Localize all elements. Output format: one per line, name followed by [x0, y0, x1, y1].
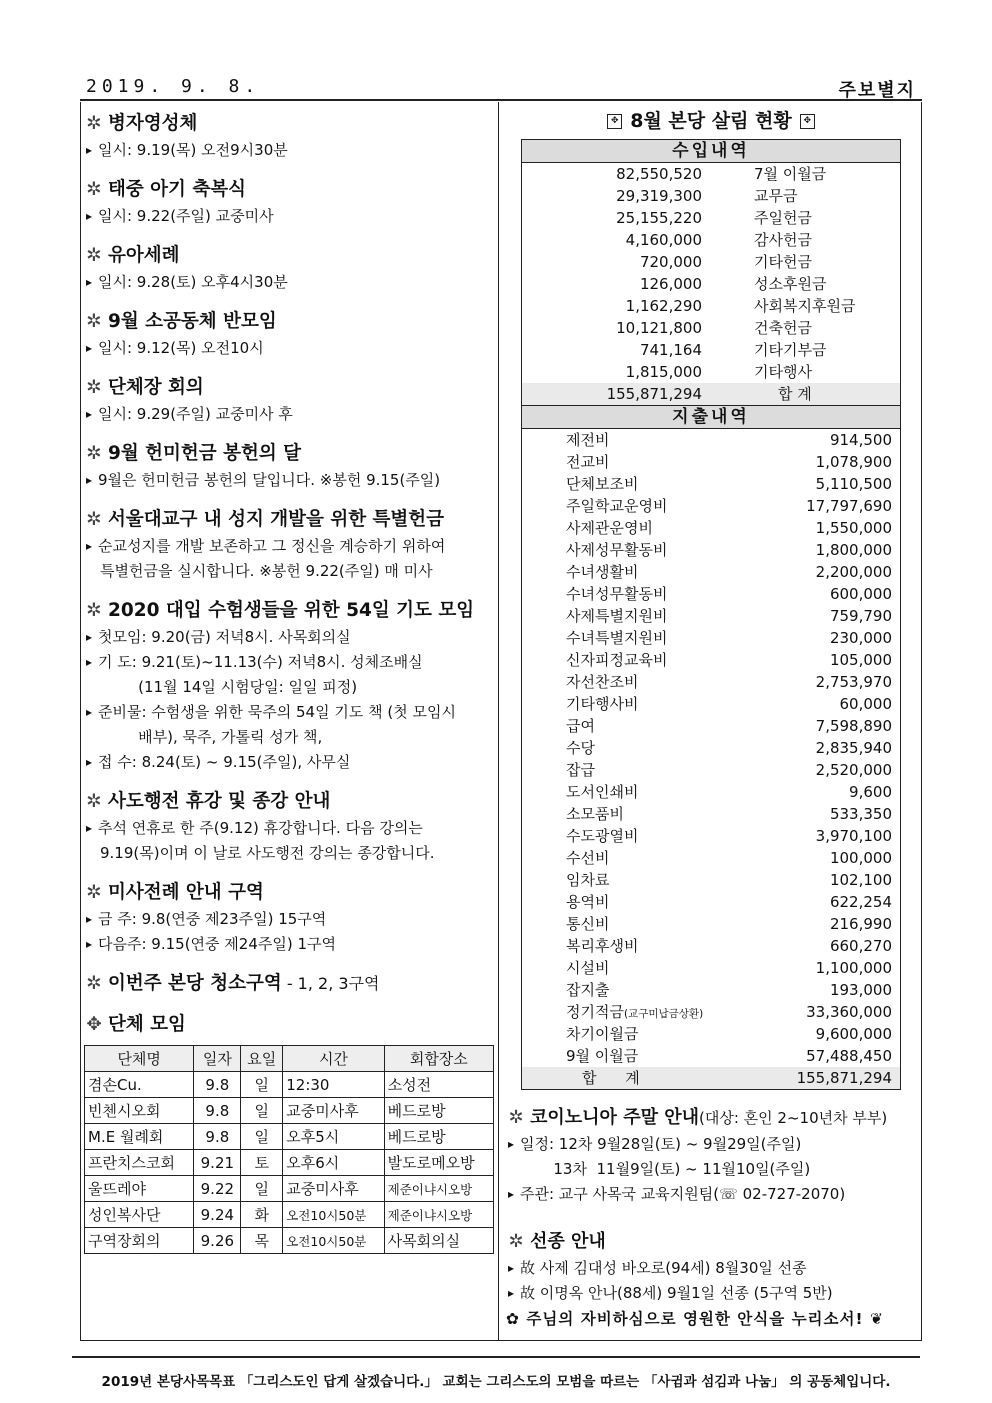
table-cell: 12:30: [283, 1072, 384, 1098]
info-line: ▸ 9월은 헌미헌금 봉헌의 달입니다. ※봉헌 9.15(주일): [84, 468, 492, 493]
income-label: 건축헌금: [754, 319, 812, 337]
expense-label-text: 임차료: [566, 871, 610, 889]
info-line: ▸ 순교성지를 개발 보존하고 그 정신을 계승하기 위하여: [84, 534, 492, 559]
expense-amount: 533,350: [829, 805, 892, 823]
star-icon: ✲: [86, 311, 102, 332]
expense-label-text: 수당: [566, 739, 595, 757]
section-title-text: 단체장 회의: [108, 377, 204, 398]
table-row: [85, 1072, 494, 1098]
info-line: ▸ 다음주: 9.15(연중 제24주일) 1구역: [84, 932, 492, 957]
expense-amount: 1,550,000: [815, 519, 892, 537]
announcement-section: [84, 506, 492, 584]
section-title: ✲ 이번주 본당 청소구역 - 1, 2, 3구역: [84, 970, 492, 998]
expense-label: [566, 561, 638, 583]
finance-ledger: [521, 139, 901, 1090]
expense-label-text: 사제성무활동비: [566, 541, 668, 559]
marriage-line: 13차 11월9일(토) ~ 11월10일(주일): [520, 1160, 811, 1178]
announcement-section: [84, 242, 492, 295]
table-cell: 9.8: [194, 1098, 241, 1124]
expense-amount: 660,270: [829, 937, 892, 955]
expense-amount: 9,600,000: [815, 1025, 892, 1043]
footer-motto: 2019년 본당사목목표 「그리스도인 답게 살겠습니다.」 교회는 그리스도의 모범을 따르는 「사귐과 섬김과 나눔」 의 공동체입니다.: [101, 1374, 891, 1390]
expense-label: [566, 957, 609, 979]
expense-amount: 2,753,970: [815, 673, 892, 691]
expense-amount: 1,078,900: [815, 453, 892, 471]
expense-label-text: 9월 이월금: [566, 1047, 639, 1065]
prayer-line: ✿ 주님의 자비하심으로 영원한 안식을 누리소서! ❦: [506, 1310, 884, 1328]
expense-label: [566, 693, 638, 715]
expense-row: [522, 781, 900, 803]
income-header: 수입내역: [522, 140, 900, 163]
funeral-line: ▸ 故 이명옥 안나(88세) 9월1일 선종 (5구역 5반): [506, 1281, 916, 1306]
expense-label-text: 용역비: [566, 893, 610, 911]
star-icon: ✲: [86, 882, 102, 903]
income-amount: 82,550,520: [616, 165, 702, 183]
expense-label-text: 자선찬조비: [566, 673, 639, 691]
expense-row: [522, 517, 900, 539]
expense-row: [522, 979, 900, 1001]
income-amount: 720,000: [639, 253, 702, 271]
info-line: ▸ 기 도: 9.21(토)~11.13(수) 저녁8시. 성체조배실: [84, 650, 492, 675]
income-label: 기타행사: [754, 363, 812, 381]
expense-row: [522, 825, 900, 847]
income-row: [522, 229, 900, 251]
expense-label: [566, 825, 638, 847]
expense-header: 지출내역: [522, 406, 900, 429]
groups-table: [84, 1045, 494, 1254]
expense-row: [522, 803, 900, 825]
expense-label-text: 잡지출: [566, 981, 610, 999]
expense-label-text: 기타행사비: [566, 695, 639, 713]
table-cell: 9.22: [194, 1176, 241, 1202]
star-icon: ✲: [86, 600, 102, 621]
income-label: 성소후원금: [754, 275, 827, 293]
star-icon: ✲: [508, 1231, 524, 1252]
expense-label: [566, 1023, 638, 1045]
expense-amount: 7,598,890: [815, 717, 892, 735]
section-title-text: 서울대교구 내 성지 개발을 위한 특별헌금: [108, 509, 445, 530]
expense-label: [566, 605, 667, 627]
expense-label-text: 주일학교운영비: [566, 497, 668, 515]
expense-amount: 100,000: [829, 849, 892, 867]
expense-label: [566, 1045, 638, 1067]
income-list: [522, 163, 900, 383]
groups-section: [84, 1011, 492, 1254]
expense-row: [522, 451, 900, 473]
section-title: [84, 879, 492, 907]
expense-label: [566, 671, 638, 693]
marriage-line: ▸ 일정: 12차 9월28일(토) ~ 9월29일(주일): [506, 1132, 916, 1157]
expense-amount: 3,970,100: [815, 827, 892, 845]
expense-amount: 102,100: [829, 871, 892, 889]
table-cell: 일: [241, 1176, 283, 1202]
expense-label-text: 수선비: [566, 849, 610, 867]
expense-row: [522, 759, 900, 781]
info-line: ▸ 준비물: 수험생을 위한 묵주의 54일 기도 책 (첫 모임시: [84, 700, 492, 725]
expense-label: [566, 803, 624, 825]
table-cell: 오후6시: [283, 1150, 384, 1176]
table-cell: 오전10시50분: [283, 1202, 384, 1228]
header-label: 주보별지: [838, 80, 916, 101]
section-title-text: 병자영성체: [108, 113, 198, 134]
expense-label: [566, 583, 667, 605]
info-line-cont: 특별헌금을 실시합니다. ※봉헌 9.22(주일) 매 미사: [100, 562, 433, 580]
left-column: [84, 110, 492, 1254]
column-header: 시간: [283, 1046, 384, 1072]
expense-amount: 60,000: [839, 695, 892, 713]
table-cell: 오후5시: [283, 1124, 384, 1150]
expense-label: [566, 847, 609, 869]
announcement-section: [84, 176, 492, 229]
expense-amount: 759,790: [829, 607, 892, 625]
expense-amount: 2,835,940: [815, 739, 892, 757]
expense-label: [566, 627, 667, 649]
expense-total: 합 계 155,871,294: [522, 1067, 900, 1089]
column-header: 요일: [241, 1046, 283, 1072]
expense-label: [566, 539, 667, 561]
star-icon: ✲: [508, 1107, 524, 1128]
expense-label: [566, 1001, 703, 1023]
info-line: ▸ 접 수: 8.24(토) ~ 9.15(주일), 사무실: [84, 750, 492, 775]
expense-label: [566, 737, 595, 759]
expense-label-text: 단체보조비: [566, 475, 639, 493]
expense-label-text: 시설비: [566, 959, 610, 977]
section-title: [84, 440, 492, 468]
lily-icon: ✿: [506, 1310, 520, 1328]
expense-amount: 33,360,000: [806, 1003, 892, 1021]
income-amount: 1,815,000: [625, 363, 702, 381]
expense-amount: 9,600: [849, 783, 892, 801]
expense-label: [566, 473, 638, 495]
table-cell: M.E 월례회: [85, 1124, 194, 1150]
income-total: 155,871,294 합 계: [522, 383, 900, 406]
info-line: ▸ 일시: 9.29(주일) 교중미사 후: [84, 402, 492, 427]
expense-row: [522, 869, 900, 891]
funeral-line: ▸ 故 사제 김대성 바오로(94세) 8월30일 선종: [506, 1256, 916, 1281]
expense-row: [522, 1045, 900, 1067]
expense-row: [522, 913, 900, 935]
table-row: [85, 1202, 494, 1228]
expense-label: [566, 891, 609, 913]
expense-row: [522, 891, 900, 913]
expense-label-text: 급여: [566, 717, 595, 735]
info-line: ▸ 일시: 9.12(목) 오전10시: [84, 336, 492, 361]
section-title: [84, 597, 492, 625]
expense-amount: 1,100,000: [815, 959, 892, 977]
funeral-section: [506, 1228, 916, 1333]
expense-row: [522, 561, 900, 583]
star-icon: ✲: [86, 245, 102, 266]
column-header: 일자: [194, 1046, 241, 1072]
table-cell: 프란치스코회: [85, 1150, 194, 1176]
expense-row: [522, 1001, 900, 1023]
table-cell: 울뜨레야: [85, 1176, 194, 1202]
expense-label: [566, 429, 609, 451]
expense-row: [522, 737, 900, 759]
table-cell: 구역장회의: [85, 1228, 194, 1254]
announcement-section: [84, 788, 492, 866]
section-title: [84, 242, 492, 270]
info-line: ▸ 일시: 9.19(목) 오전9시30분: [84, 138, 492, 163]
section-title: [84, 308, 492, 336]
table-cell: 제준이냐시오방: [384, 1202, 493, 1228]
expense-label: [566, 935, 638, 957]
expense-amount: 2,200,000: [815, 563, 892, 581]
table-cell: 9.8: [194, 1072, 241, 1098]
expense-amount: 622,254: [829, 893, 892, 911]
star-icon: ✲: [86, 377, 102, 398]
expense-row: [522, 627, 900, 649]
table-cell: 9.8: [194, 1124, 241, 1150]
header-rule: [80, 99, 922, 101]
expense-amount: 1,800,000: [815, 541, 892, 559]
expense-label-text: 사제관운영비: [566, 519, 653, 537]
expense-row: [522, 473, 900, 495]
table-row: [85, 1176, 494, 1202]
section-title: [84, 374, 492, 402]
table-row: [85, 1124, 494, 1150]
section-title-text: 2020 대입 수험생들을 위한 54일 기도 모임: [108, 600, 475, 621]
announcement-section: [84, 374, 492, 427]
expense-label-text: 차기이월금: [566, 1025, 639, 1043]
section-title-text: 9월 소공동체 반모임: [108, 311, 277, 332]
expense-amount: 105,000: [829, 651, 892, 669]
announcement-list: [84, 110, 492, 957]
table-row: [85, 1098, 494, 1124]
info-line: ▸ 금 주: 9.8(연중 제23주일) 15구역: [84, 907, 492, 932]
expense-label-text: 제전비: [566, 431, 610, 449]
section-title: ✥ 단체 모임: [84, 1011, 492, 1039]
table-cell: 소성전: [384, 1072, 493, 1098]
expense-label-text: 소모품비: [566, 805, 624, 823]
expense-amount: 193,000: [829, 981, 892, 999]
section-title: [84, 788, 492, 816]
income-row: [522, 185, 900, 207]
expense-row: [522, 671, 900, 693]
income-row: [522, 339, 900, 361]
income-row: [522, 361, 900, 383]
expense-row: [522, 847, 900, 869]
expense-row: [522, 715, 900, 737]
info-line: ▸ 일시: 9.28(토) 오후4시30분: [84, 270, 492, 295]
expense-label-text: 전교비: [566, 453, 610, 471]
expense-amount: 17,797,690: [806, 497, 892, 515]
expense-label: [566, 979, 609, 1001]
expense-note: (교구미납금상환): [623, 1008, 704, 1020]
square-icon: ✥: [607, 114, 622, 129]
marriage-section: [506, 1104, 916, 1207]
income-amount: 4,160,000: [625, 231, 702, 249]
star-icon: ✲: [86, 113, 102, 134]
section-title: [84, 110, 492, 138]
table-cell: 교중미사후: [283, 1098, 384, 1124]
announcement-section: [84, 879, 492, 957]
expense-label-text: 수녀생활비: [566, 563, 639, 581]
income-amount: 25,155,220: [616, 209, 702, 227]
income-row: [522, 295, 900, 317]
table-cell: 빈첸시오회: [85, 1098, 194, 1124]
section-title: ✲ 코이노니아 주말 안내(대상: 혼인 2~10년차 부부): [506, 1104, 916, 1132]
expense-label: [566, 913, 609, 935]
square-icon: ✥: [800, 114, 815, 129]
expense-row: [522, 605, 900, 627]
cleaning-section: [84, 970, 492, 998]
flower-icon: ✥: [86, 1014, 102, 1035]
table-cell: 겸손Cu.: [85, 1072, 194, 1098]
income-row: [522, 207, 900, 229]
expense-row: [522, 539, 900, 561]
star-icon: ✲: [86, 973, 102, 994]
right-column: [506, 106, 916, 1328]
income-row: [522, 317, 900, 339]
star-icon: ✲: [86, 443, 102, 464]
income-amount: 126,000: [639, 275, 702, 293]
expense-label-text: 도서인쇄비: [566, 783, 639, 801]
info-line-cont: 9.19(목)이며 이 날로 사도행전 강의는 종강합니다.: [100, 844, 435, 862]
info-line-cont: (11월 14일 시험당일: 일일 피정): [100, 678, 358, 696]
star-icon: ✲: [86, 791, 102, 812]
finance-title: ✥ 8월 본당 살림 현황 ✥: [506, 106, 916, 136]
section-title: [84, 506, 492, 534]
column-divider: [498, 102, 499, 1341]
info-line: ▸ 일시: 9.22(주일) 교중미사: [84, 204, 492, 229]
expense-row: [522, 935, 900, 957]
income-row: [522, 163, 900, 185]
star-icon: ✲: [86, 179, 102, 200]
footer-rule: [72, 1356, 920, 1358]
income-label: 기타기부금: [754, 341, 827, 359]
expense-label: [566, 451, 609, 473]
table-cell: 목: [241, 1228, 283, 1254]
expense-list: [522, 429, 900, 1067]
table-row: [85, 1150, 494, 1176]
table-cell: 일: [241, 1072, 283, 1098]
expense-label-text: 수녀특별지원비: [566, 629, 668, 647]
income-row: [522, 273, 900, 295]
table-cell: 성인복사단: [85, 1202, 194, 1228]
table-row: [85, 1228, 494, 1254]
header-date: 2019. 9. 8.: [86, 76, 261, 97]
table-cell: 화: [241, 1202, 283, 1228]
income-label: 주일헌금: [754, 209, 812, 227]
expense-label: [566, 649, 667, 671]
info-line: ▸ 추석 연휴로 한 주(9.12) 휴강합니다. 다음 강의는: [84, 816, 492, 841]
table-cell: 오전10시50분: [283, 1228, 384, 1254]
table-cell: 9.24: [194, 1202, 241, 1228]
section-title: ✲ 선종 안내: [506, 1228, 916, 1256]
expense-amount: 914,500: [829, 431, 892, 449]
table-cell: 제준이냐시오방: [384, 1176, 493, 1202]
table-cell: 베드로방: [384, 1098, 493, 1124]
table-cell: 9.21: [194, 1150, 241, 1176]
table-cell: 토: [241, 1150, 283, 1176]
star-icon: ✲: [86, 509, 102, 530]
lily-icon: ❦: [869, 1310, 884, 1328]
section-title-text: 유아세례: [108, 245, 180, 266]
expense-row: [522, 957, 900, 979]
expense-label: [566, 869, 609, 891]
expense-amount: 216,990: [829, 915, 892, 933]
expense-label: [566, 715, 595, 737]
expense-label-text: 사제특별지원비: [566, 607, 668, 625]
section-title: [84, 176, 492, 204]
expense-label-text: 잡급: [566, 761, 595, 779]
announcement-section: [84, 308, 492, 361]
expense-label-text: 신자피정교육비: [566, 651, 668, 669]
expense-label: [566, 517, 653, 539]
income-label: 7월 이월금: [754, 165, 827, 183]
expense-label-text: 수녀성무활동비: [566, 585, 668, 603]
income-amount: 29,319,300: [616, 187, 702, 205]
expense-amount: 230,000: [829, 629, 892, 647]
table-cell: 일: [241, 1098, 283, 1124]
section-title-text: 태중 아기 축복식: [108, 179, 246, 200]
section-title-text: 9월 헌미헌금 봉헌의 달: [108, 443, 302, 464]
table-cell: 9.26: [194, 1228, 241, 1254]
announcement-section: [84, 110, 492, 163]
income-amount: 10,121,800: [616, 319, 702, 337]
expense-row: [522, 1023, 900, 1045]
income-label: 사회복지후원금: [754, 297, 856, 315]
marriage-line: ▸ 주관: 교구 사목국 교육지원팀(☏ 02-727-2070): [506, 1182, 916, 1207]
announcement-section: [84, 597, 492, 775]
table-cell: 사목회의실: [384, 1228, 493, 1254]
expense-row: [522, 693, 900, 715]
expense-amount: 2,520,000: [815, 761, 892, 779]
expense-amount: 600,000: [829, 585, 892, 603]
expense-amount: 57,488,450: [806, 1047, 892, 1065]
expense-label: [566, 759, 595, 781]
table-cell: 발도로메오방: [384, 1150, 493, 1176]
expense-row: [522, 583, 900, 605]
expense-amount: 5,110,500: [815, 475, 892, 493]
table-cell: 교중미사후: [283, 1176, 384, 1202]
income-label: 감사헌금: [754, 231, 812, 249]
table-cell: 일: [241, 1124, 283, 1150]
section-title-text: 사도행전 휴강 및 종강 안내: [108, 791, 331, 812]
expense-label-text: 정기적금: [566, 1003, 624, 1021]
income-amount: 741,164: [639, 341, 702, 359]
expense-row: [522, 495, 900, 517]
expense-label-text: 통신비: [566, 915, 610, 933]
expense-label: [566, 781, 638, 803]
announcement-section: [84, 440, 492, 493]
column-header: 단체명: [85, 1046, 194, 1072]
expense-label-text: 복리후생비: [566, 937, 639, 955]
expense-row: [522, 429, 900, 451]
expense-row: [522, 649, 900, 671]
info-line-cont: 배부), 묵주, 가톨릭 성가 책,: [100, 728, 323, 746]
income-label: 기타헌금: [754, 253, 812, 271]
income-label: 교무금: [754, 187, 798, 205]
info-line: ▸ 첫모임: 9.20(금) 저녁8시. 사목회의실: [84, 625, 492, 650]
table-cell: 베드로방: [384, 1124, 493, 1150]
section-title-text: 미사전례 안내 구역: [108, 882, 264, 903]
column-header: 회합장소: [384, 1046, 493, 1072]
expense-label-text: 수도광열비: [566, 827, 639, 845]
income-amount: 1,162,290: [625, 297, 702, 315]
expense-label: [566, 495, 667, 517]
income-row: [522, 251, 900, 273]
